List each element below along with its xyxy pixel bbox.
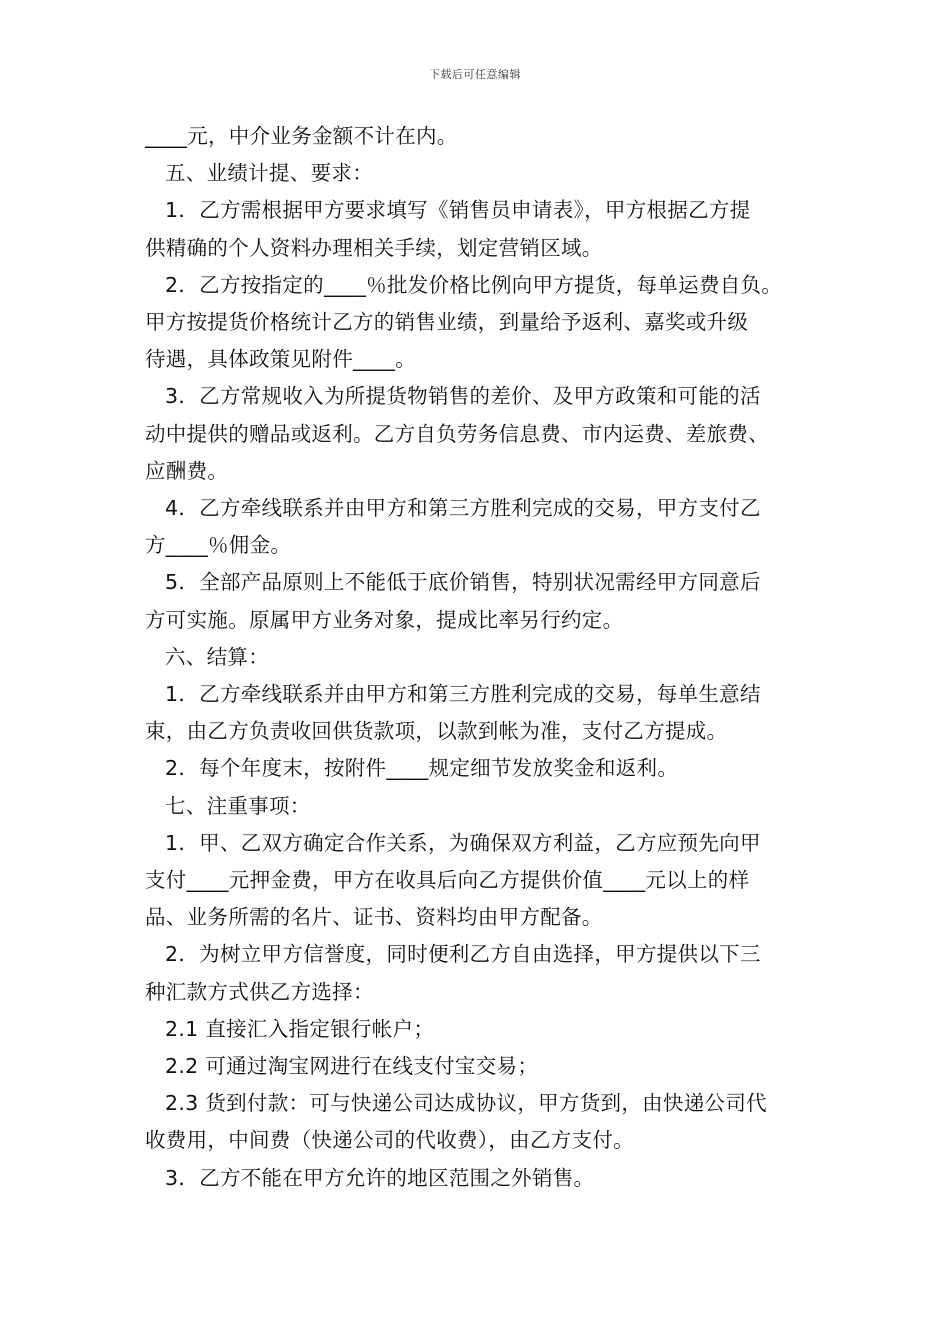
text-line: 1．乙方需根据甲方要求填写《销售员申请表》，甲方根据乙方提 xyxy=(165,198,751,223)
section-heading xyxy=(145,155,820,192)
paragraph xyxy=(145,192,820,266)
text-line: 收费用，中间费（快递公司的代收费），由乙方支付。 xyxy=(145,1128,634,1153)
text-line: 品、业务所需的名片、证书、资料均由甲方配备。 xyxy=(145,905,603,930)
text-line: 动中提供的赠品或返利。乙方自负劳务信息费、市内运费、差旅费、 xyxy=(145,421,769,446)
text-line: 2．为树立甲方信誉度，同时便利乙方自由选择，甲方提供以下三 xyxy=(165,942,761,967)
text-line: 甲方按提货价格统计乙方的销售业绩，到量给予返利、嘉奖或升级 xyxy=(145,310,749,335)
section-heading xyxy=(145,788,820,825)
text-line: ____元，中介业务金额不计在内。 xyxy=(145,124,458,148)
text-line: 待遇，具体政策见附件____。 xyxy=(145,347,416,372)
paragraph xyxy=(145,564,820,638)
paragraph xyxy=(145,1048,820,1085)
text-line: 束，由乙方负责收回供货款项，以款到帐为准，支付乙方提成。 xyxy=(145,719,728,744)
text-line: 五、业绩计提、要求： xyxy=(165,161,373,186)
text-line: 供精确的个人资料办理相关手续，划定营销区域。 xyxy=(145,235,603,260)
text-line: 2．乙方按指定的____％批发价格比例向甲方提货，每单运费自负。 xyxy=(165,272,783,297)
paragraph xyxy=(145,1085,820,1159)
paragraph xyxy=(145,118,820,155)
paragraph xyxy=(145,1011,820,1048)
text-line: 3．乙方不能在甲方允许的地区范围之外销售。 xyxy=(165,1165,595,1190)
paragraph xyxy=(145,267,820,379)
paragraph xyxy=(145,750,820,787)
text-line: 种汇款方式供乙方选择： xyxy=(145,979,374,1004)
text-line: 3．乙方常规收入为所提货物销售的差价、及甲方政策和可能的活 xyxy=(165,384,761,409)
text-line: 方____％佣金。 xyxy=(145,533,292,558)
text-line: 5．全部产品原则上不能低于底价销售，特别状况需经甲方同意后 xyxy=(165,570,761,595)
text-line: 2.1 直接汇入指定银行帐户； xyxy=(165,1016,435,1041)
text-line: 2.2 可通过淘宝网进行在线支付宝交易； xyxy=(165,1054,539,1079)
text-line: 1．乙方牵线联系并由甲方和第三方胜利完成的交易，每单生意结 xyxy=(165,682,761,707)
text-line: 2．每个年度末，按附件____规定细节发放奖金和返利。 xyxy=(165,756,679,781)
paragraph xyxy=(145,936,820,1010)
paragraph xyxy=(145,825,820,937)
paragraph xyxy=(145,378,820,490)
paragraph xyxy=(145,676,820,750)
section-heading xyxy=(145,639,820,676)
paragraph xyxy=(145,1160,820,1197)
text-line: 支付____元押金费，甲方在收具后向乙方提供价值____元以上的样 xyxy=(145,868,750,893)
paragraph xyxy=(145,490,820,564)
text-line: 1．甲、乙双方确定合作关系，为确保双方利益，乙方应预先向甲 xyxy=(165,830,761,855)
text-line: 六、结算： xyxy=(165,644,269,669)
document-body xyxy=(145,118,820,1197)
page-header: 下载后可任意编辑 xyxy=(429,68,521,81)
text-line: 2.3 货到付款：可与快递公司达成协议，甲方货到，由快递公司代 xyxy=(165,1091,767,1116)
text-line: 方可实施。原属甲方业务对象，提成比率另行约定。 xyxy=(145,607,624,632)
text-line: 应酬费。 xyxy=(145,458,229,483)
text-line: 4．乙方牵线联系并由甲方和第三方胜利完成的交易，甲方支付乙 xyxy=(165,496,761,521)
text-line: 七、注重事项： xyxy=(165,793,311,818)
